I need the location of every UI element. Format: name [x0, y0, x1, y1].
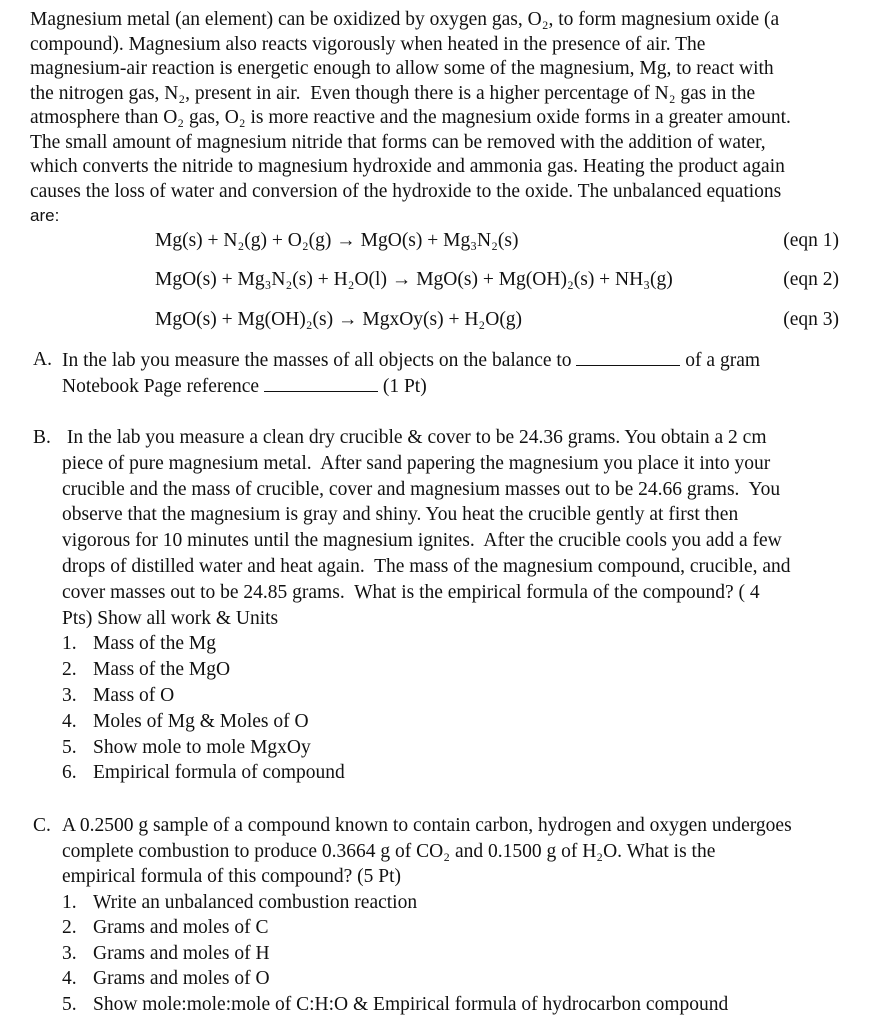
part-b-list: [62, 631, 791, 786]
text-line: cover masses out to be 24.85 grams. What is the empirical formula of the compound? ( 4: [62, 581, 760, 603]
text-line: crucible and the mass of crucible, cover and magnesium masses out to be 24.66 grams. You: [62, 478, 781, 500]
list-item: [62, 657, 791, 683]
part-b-label: B.: [33, 427, 51, 448]
equation-3: MgO(s) + Mg(OH)₂(s) → MgxOy(s) + H₂O(g): [155, 308, 523, 330]
text-line: magnesium-air reaction is energetic enough to allow some of the magnesium, Mg, to react with: [30, 58, 774, 79]
part-c-label: C.: [33, 815, 51, 837]
part-b: [0, 425, 877, 786]
part-a: [0, 347, 877, 399]
list-number: 4.: [62, 968, 77, 990]
intro-paragraph: [30, 8, 877, 229]
list-item: [62, 631, 791, 657]
list-item: [62, 890, 792, 916]
list-text: Write an unbalanced combustion reaction: [93, 891, 418, 913]
list-number: 1.: [62, 891, 77, 913]
list-text: Mass of the Mg: [93, 633, 216, 655]
list-number: 3.: [62, 684, 77, 706]
equations: [0, 229, 877, 348]
part-a-text: Notebook Page reference: [62, 376, 260, 397]
list-text: Grams and moles of O: [93, 968, 270, 990]
part-b-question: [62, 425, 791, 631]
list-item: [62, 735, 791, 761]
answer-blank-notebook-page[interactable]: [264, 373, 378, 392]
list-text: Empirical formula of compound: [93, 762, 345, 784]
equation-3-label: (eqn 3): [783, 308, 839, 330]
list-number: 3.: [62, 942, 77, 964]
part-c-question: [62, 813, 792, 890]
text-line: which converts the nitride to magnesium hydroxide and ammonia gas. Heating the product again: [30, 156, 785, 177]
text-line: the nitrogen gas, N₂, present in air. Even though there is a higher percentage of N₂ gas in the: [30, 82, 756, 104]
equation-2-label: (eqn 2): [783, 269, 839, 290]
list-item: [62, 992, 792, 1018]
list-item: [62, 966, 792, 992]
answer-blank-precision[interactable]: [576, 347, 680, 366]
list-item: [62, 915, 792, 941]
list-number: 5.: [62, 736, 77, 758]
part-a-text: of a gram: [685, 350, 761, 371]
text-line: causes the loss of water and conversion of the hydroxide to the oxide. The unbalanced equations: [30, 180, 782, 202]
equation-1: Mg(s) + N₂(g) + O₂(g) → MgO(s) + Mg₃N₂(s): [155, 229, 519, 251]
list-item: [62, 760, 791, 786]
equation-row-1: [0, 229, 877, 269]
text-line: The small amount of magnesium nitride that forms can be removed with the addition of water,: [30, 131, 766, 153]
text-line: compound). Magnesium also reacts vigorously when heated in the presence of air. The: [30, 33, 706, 55]
part-c-body: [62, 813, 792, 1017]
list-item: [62, 709, 791, 735]
part-a-line-1: [62, 347, 760, 373]
equation-row-2: [0, 268, 877, 308]
part-b-body: [62, 425, 791, 786]
list-text: Grams and moles of C: [93, 917, 269, 939]
list-number: 6.: [62, 762, 77, 784]
part-a-line-2: [62, 373, 760, 399]
list-number: 2.: [62, 659, 77, 681]
part-a-text: (1 Pt): [382, 376, 427, 397]
text-line: empirical formula of this compound? (5 Pt): [62, 866, 402, 888]
list-number: 1.: [62, 633, 77, 655]
list-text: Mass of O: [93, 684, 175, 706]
list-item: [62, 683, 791, 709]
text-line: complete combustion to produce 0.3664 g of CO₂ and 0.1500 g of H₂O. What is the: [62, 840, 716, 862]
list-text: Show mole to mole MgxOy: [93, 736, 311, 758]
part-a-text: In the lab you measure the masses of all objects on the balance to: [62, 350, 572, 371]
list-number: 2.: [62, 917, 77, 939]
list-text: Grams and moles of H: [93, 942, 270, 964]
list-text: Mass of the MgO: [93, 659, 231, 681]
text-line: vigorous for 10 minutes until the magnesium ignites. After the crucible cools you add a few: [62, 530, 782, 552]
part-a-label: A.: [33, 349, 52, 370]
text-line: drops of distilled water and heat again. The mass of the magnesium compound, crucible, and: [62, 555, 791, 577]
text-line: piece of pure magnesium metal. After sand papering the magnesium you place it into your: [62, 452, 771, 474]
equation-2: MgO(s) + Mg₃N₂(s) + H₂O(l) → MgO(s) + Mg(OH)₂(s) + NH₃(g): [155, 269, 673, 290]
text-line: A 0.2500 g sample of a compound known to contain carbon, hydrogen and oxygen undergoes: [62, 815, 792, 837]
list-text: Show mole:mole:mole of C:H:O & Empirical formula of hydrocarbon compound: [93, 993, 729, 1015]
list-number: 4.: [62, 710, 77, 732]
part-c-list: [62, 890, 792, 1018]
list-number: 5.: [62, 993, 77, 1015]
part-c: [0, 813, 877, 1017]
equation-1-label: (eqn 1): [783, 229, 839, 251]
part-a-body: [62, 347, 760, 399]
list-item: [62, 941, 792, 967]
text-line: are:: [30, 206, 60, 225]
text-line: observe that the magnesium is gray and shiny. You heat the crucible gently at first then: [62, 504, 739, 526]
list-text: Moles of Mg & Moles of O: [93, 710, 309, 732]
equation-row-3: [0, 308, 877, 348]
text-line: Pts) Show all work & Units: [62, 607, 279, 629]
text-line: atmosphere than O₂ gas, O₂ is more reactive and the magnesium oxide forms in a greater amount.: [30, 107, 791, 128]
text-line: Magnesium metal (an element) can be oxidized by oxygen gas, O₂, to form magnesium oxide (a: [30, 9, 780, 30]
text-line: In the lab you measure a clean dry crucible & cover to be 24.36 grams. You obtain a 2 cm: [62, 427, 767, 448]
